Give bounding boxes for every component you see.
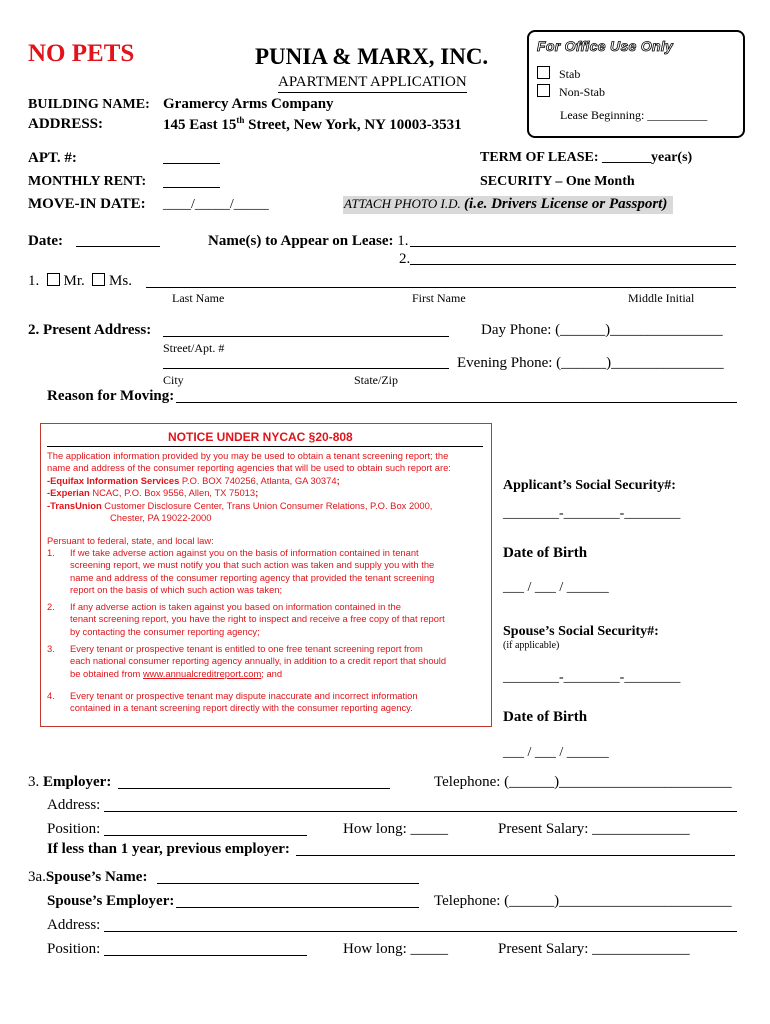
reason-for-moving-field[interactable] <box>176 402 737 403</box>
present-address-label: 2. Present Address: <box>28 322 152 338</box>
stab-checkbox[interactable] <box>537 66 550 79</box>
spouse-how-long-field[interactable]: How long: _____ <box>343 941 448 957</box>
notice-intro: The application information provided by you may be used to obtain a tenant screening report; the name and address of the consumer reporting agencies that will be used to obtain such report are: -Equifax Information Services P.O. BOX 740256, Atlanta, GA 30374; -Experian NCAC, P.O. Box 9556, Allen, TX 75013; -TransUnion Customer Disclosure Center, Trans Union Consumer Relations, P.O. Box 2000, Chester, PA 19022-2000 <box>47 450 451 524</box>
document-title: APARTMENT APPLICATION <box>278 74 467 93</box>
state-zip-caption: State/Zip <box>354 373 398 387</box>
first-name-caption: First Name <box>412 291 466 305</box>
applicant-dob-field[interactable]: ___ / ___ / ______ <box>503 580 609 595</box>
employer-how-long-field[interactable]: How long: _____ <box>343 821 448 837</box>
notice-item-4: Every tenant or prospective tenant may dispute inaccurate and incorrect information contained in a tenant screening report directly with the consumer reporting agency. <box>70 690 418 714</box>
stab-option[interactable]: Stab <box>537 66 580 82</box>
security-label: SECURITY – One Month <box>480 174 635 189</box>
annualcreditreport-link[interactable]: www.annualcreditreport.com <box>142 667 262 679</box>
non-stab-checkbox[interactable] <box>537 84 550 97</box>
notice-item-number: 3. <box>47 643 55 654</box>
employer-position-field[interactable] <box>104 835 307 836</box>
notice-title: NOTICE UNDER NYCAC §20-808 <box>168 430 353 444</box>
office-use-title: For Office Use Only <box>537 38 674 54</box>
day-phone-field[interactable]: Day Phone: (______)_______________ <box>481 322 723 338</box>
spouse-employer-label: Spouse’s Employer: <box>47 893 175 909</box>
city-caption: City <box>163 373 184 387</box>
lease-name-2-number: 2. <box>399 251 411 267</box>
term-of-lease-field[interactable]: TERM OF LEASE: _______year(s) <box>480 150 693 165</box>
applicant-dob-label: Date of Birth <box>503 545 588 561</box>
employer-address-field[interactable] <box>104 811 737 812</box>
non-stab-option[interactable]: Non-Stab <box>537 84 605 100</box>
no-pets-heading: NO PETS <box>28 40 135 67</box>
office-use-box <box>527 30 745 138</box>
notice-item-1: If we take adverse action against you on the basis of information contained in tenant screening report, we must notify you that such action was taken and supply you with the name and address of the consumer reporting agency that provided the tenant screening report on the basis of which such action was taken; <box>70 547 435 596</box>
spouse-name-label: 3a.Spouse’s Name: <box>28 869 148 885</box>
notice-item-number: 1. <box>47 547 55 558</box>
previous-employer-field[interactable] <box>296 855 735 856</box>
notice-divider <box>47 446 483 447</box>
lease-name-1-field[interactable] <box>410 246 736 247</box>
if-applicable-note: (if applicable) <box>503 640 560 651</box>
notice-item-number: 4. <box>47 690 55 701</box>
address-label: ADDRESS: <box>28 116 104 132</box>
spouse-position-field[interactable] <box>104 955 307 956</box>
spouse-dob-field[interactable]: ___ / ___ / ______ <box>503 745 609 760</box>
monthly-rent-label: MONTHLY RENT: <box>28 174 147 189</box>
applicant-name-field[interactable] <box>146 287 736 288</box>
lease-name-2-field[interactable] <box>410 264 736 265</box>
move-in-date-field[interactable]: ____/_____/_____ <box>163 197 269 212</box>
employer-position-label: Position: <box>47 821 101 837</box>
previous-employer-label: If less than 1 year, previous employer: <box>47 841 290 857</box>
city-state-field[interactable] <box>163 368 449 369</box>
address-value: 145 East 15th Street, New York, NY 10003-3531 <box>163 115 462 133</box>
street-caption: Street/Apt. # <box>163 341 225 355</box>
street-field[interactable] <box>163 336 449 337</box>
spouse-position-label: Position: <box>47 941 101 957</box>
employer-address-label: Address: <box>47 797 101 813</box>
employer-label: 3. Employer: <box>28 774 112 790</box>
reason-for-moving-label: Reason for Moving: <box>47 388 175 404</box>
employer-field[interactable] <box>118 788 390 789</box>
spouse-name-field[interactable] <box>157 883 419 884</box>
notice-item-number: 2. <box>47 601 55 612</box>
middle-initial-caption: Middle Initial <box>628 291 695 305</box>
spouse-ssn-field[interactable]: ________-________-________ <box>503 670 681 685</box>
applicant-name-row: 1. Mr. Ms. <box>28 273 132 289</box>
employer-telephone-field[interactable]: Telephone: (______)_______________________ <box>434 774 732 790</box>
building-name-label: BUILDING NAME: <box>28 97 150 112</box>
apt-label: APT. #: <box>28 150 77 166</box>
company-name: PUNIA & MARX, INC. <box>255 44 489 69</box>
spouse-employer-field[interactable] <box>176 907 419 908</box>
applicant-ssn-field[interactable]: ________-________-________ <box>503 506 681 521</box>
employer-salary-field[interactable]: Present Salary: _____________ <box>498 821 690 837</box>
ms-checkbox[interactable] <box>92 273 105 286</box>
date-label: Date: <box>28 233 63 249</box>
evening-phone-field[interactable]: Evening Phone: (______)_______________ <box>457 355 724 371</box>
notice-pursuant: Persuant to federal, state, and local law: <box>47 535 214 546</box>
spouse-address-label: Address: <box>47 917 101 933</box>
apt-field[interactable] <box>163 163 220 164</box>
notice-item-2: If any adverse action is taken against you based on information contained in the tenant screening report, you have the right to inspect and receive a free copy of that report by contacting the consumer reporting agency; <box>70 601 445 637</box>
mr-checkbox[interactable] <box>47 273 60 286</box>
spouse-dob-label: Date of Birth <box>503 709 588 725</box>
spouse-address-field[interactable] <box>104 931 737 932</box>
notice-item-3: Every tenant or prospective tenant is entitled to one free tenant screening report from each national consumer reporting agency annually, in addition to a credit report that should be obtained from www.annualcreditreport.com; and <box>70 643 447 679</box>
move-in-date-label: MOVE-IN DATE: <box>28 196 146 212</box>
spouse-telephone-field[interactable]: Telephone: (______)_______________________ <box>434 893 732 909</box>
date-field[interactable] <box>76 246 160 247</box>
monthly-rent-field[interactable] <box>163 187 220 188</box>
spouse-ssn-label: Spouse’s Social Security#: <box>503 624 659 639</box>
applicant-ssn-label: Applicant’s Social Security#: <box>503 478 676 493</box>
building-name-value: Gramercy Arms Company <box>163 96 334 112</box>
photo-id-text: ATTACH PHOTO I.D. (i.e. Drivers License or Passport) <box>344 196 668 212</box>
spouse-salary-field[interactable]: Present Salary: _____________ <box>498 941 690 957</box>
last-name-caption: Last Name <box>172 291 225 305</box>
names-on-lease-label: Name(s) to Appear on Lease: 1. <box>208 233 409 249</box>
lease-beginning-field[interactable]: Lease Beginning: __________ <box>560 108 708 122</box>
notice-box <box>40 423 492 727</box>
